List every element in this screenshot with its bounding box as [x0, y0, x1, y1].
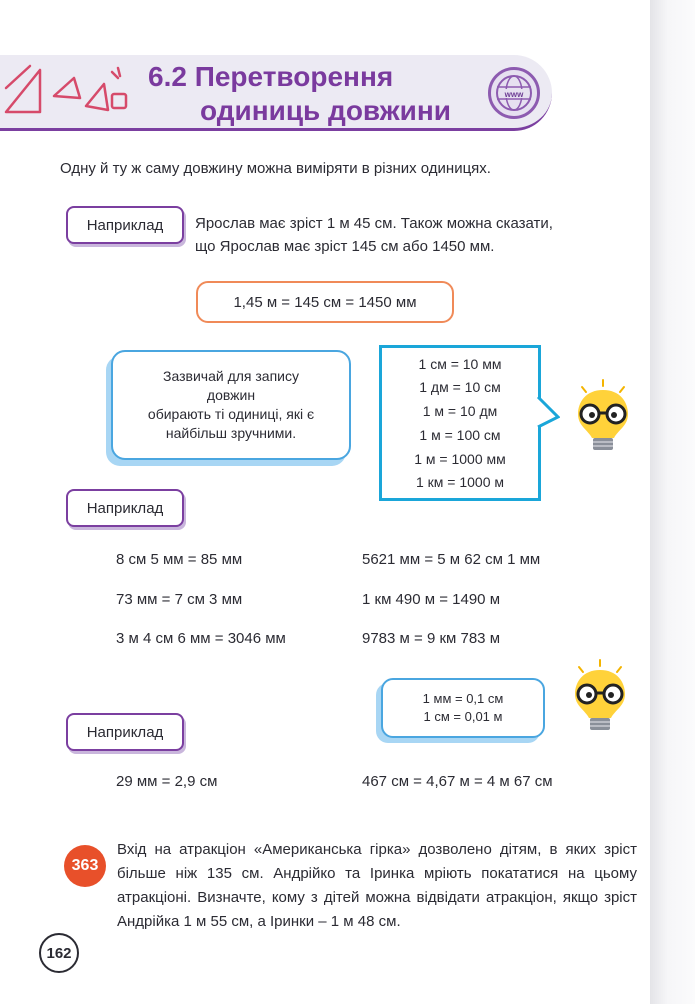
unit-row: 1 м = 10 дм — [422, 403, 498, 420]
example1-text — [195, 212, 640, 258]
equation-box: 1,45 м = 145 см = 1450 мм — [196, 281, 454, 323]
title-line-1: 6.2 Перетворення — [148, 61, 394, 92]
intro-text: Одну й ту ж саму довжину можна виміряти в різних одиницях. — [60, 160, 491, 177]
lightbulb-glasses-icon — [567, 658, 633, 740]
units-conversion-box — [379, 345, 541, 501]
example-label-1: Наприклад — [66, 206, 184, 244]
title-line-2: одиниць довжини — [200, 95, 451, 126]
example-label-3: Наприклад — [66, 713, 184, 751]
example1-line-1: Ярослав має зріст 1 м 45 см. Також можна сказати, — [195, 215, 553, 232]
note-line-1: Зазвичай для запису — [163, 368, 299, 384]
geometry-tools-icon — [0, 58, 140, 120]
example2-left-3: 3 м 4 см 6 мм = 3046 мм — [116, 630, 286, 647]
task-number-badge: 363 — [64, 845, 106, 887]
task-text: Вхід на атракціон «Американська гірка» дозволено дітям, в яких зріст більше ніж 135 см. Андрійко та Іринка мріють покататися на цьому атракціоні. Визначте, кому з дітей можна відвідати атракціон, якщо зріст Андрійка 1 м 55 см, а Іринки – 1 м 48 см. — [117, 841, 637, 930]
www-globe-icon[interactable] — [488, 67, 540, 119]
note-bubble — [111, 350, 351, 460]
example2-right-2: 1 км 490 м = 1490 м — [362, 591, 501, 608]
note-line-2: довжин — [206, 387, 256, 403]
note-line-3: обирають ті одиниці, які є — [147, 406, 315, 422]
example2-left-1: 8 см 5 мм = 85 мм — [116, 551, 243, 568]
example2-right-3: 9783 м = 9 км 783 м — [362, 630, 501, 647]
example2-right-1: 5621 мм = 5 м 62 см 1 мм — [362, 551, 541, 568]
unit-row: 1 см = 10 мм — [418, 355, 502, 372]
unit-row: 1 км = 1000 м — [415, 474, 505, 491]
unit-row: 1 м = 1000 мм — [414, 450, 506, 467]
example3-left: 29 мм = 2,9 см — [116, 773, 218, 790]
page-edge — [650, 0, 695, 1004]
units-conversion-box-2 — [381, 678, 545, 738]
bubble-tail — [536, 395, 560, 431]
unit-row: 1 дм = 10 см — [419, 379, 501, 396]
www-label: www — [504, 90, 524, 99]
example2-left-2: 73 мм = 7 см 3 мм — [116, 591, 243, 608]
unit-row: 1 см = 0,01 м — [423, 709, 503, 724]
unit-row: 1 м = 100 см — [419, 426, 501, 443]
page-number: 162 — [39, 933, 79, 973]
page-title — [148, 60, 468, 128]
example-label-2: Наприклад — [66, 489, 184, 527]
note-line-4: найбільш зручними. — [165, 425, 297, 441]
example1-line-2: що Ярослав має зріст 145 см або 1450 мм. — [195, 238, 495, 255]
unit-row: 1 мм = 0,1 см — [422, 691, 504, 706]
example3-right: 467 см = 4,67 м = 4 м 67 см — [362, 773, 553, 790]
lightbulb-glasses-icon — [570, 378, 636, 460]
